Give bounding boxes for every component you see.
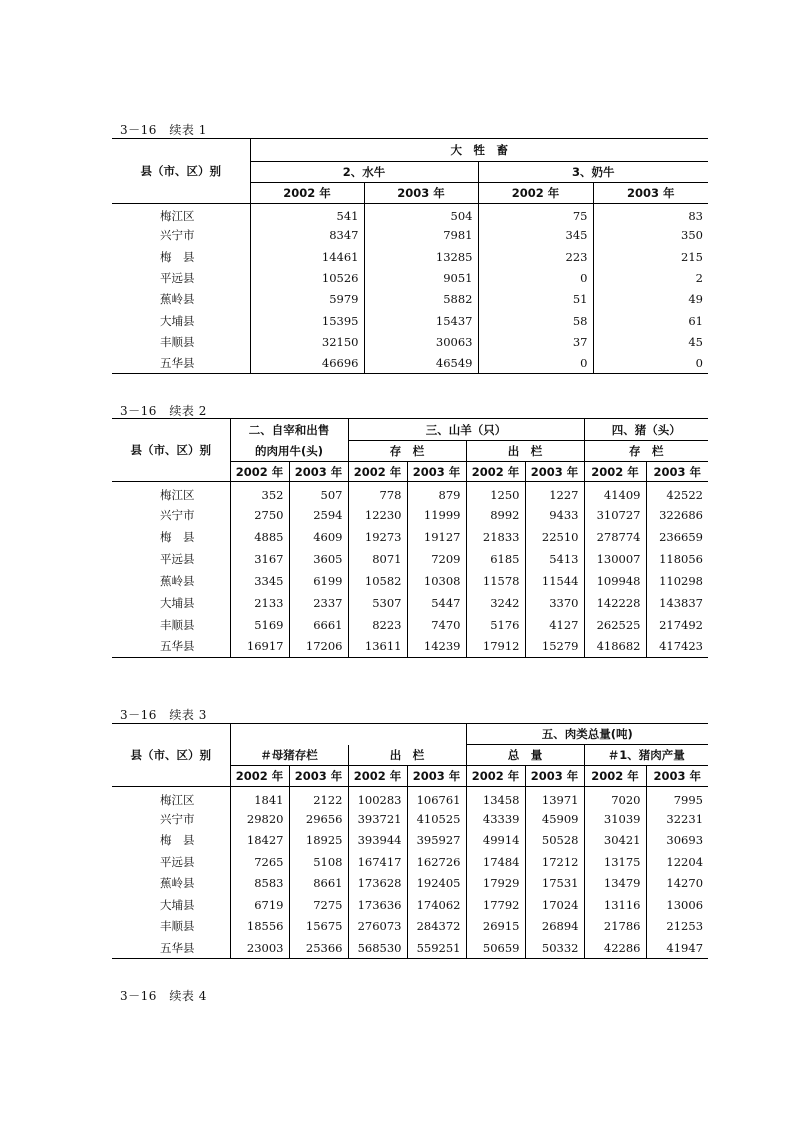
table-cell: 31039 [584, 808, 646, 830]
table3 [112, 723, 708, 959]
year-header: 2003 年 [289, 462, 348, 482]
table-cell: 8661 [289, 873, 348, 895]
table-cell: 5169 [230, 614, 289, 636]
table-cell: 2337 [289, 592, 348, 614]
table-cell: 1227 [525, 482, 584, 504]
year-header: 2003 年 [407, 462, 466, 482]
table-cell: 16917 [230, 636, 289, 658]
table-cell: 13116 [584, 894, 646, 916]
col-header-pork: ＃1、猪肉产量 [584, 745, 708, 766]
table-cell: 42522 [646, 482, 708, 504]
table-cell: 14461 [250, 246, 364, 267]
table-cell: 17484 [466, 851, 525, 873]
table-cell: 8071 [348, 548, 407, 570]
region-name: 蕉岭县 [160, 292, 195, 307]
col-header-out: 出 栏 [348, 745, 466, 766]
table-cell: 22510 [525, 526, 584, 548]
year-header: 2002 年 [348, 766, 407, 787]
table-cell: 0 [478, 353, 593, 374]
table-cell: 7995 [646, 787, 708, 809]
table-cell: 17912 [466, 636, 525, 658]
table-cell: 12230 [348, 504, 407, 526]
table-cell: 7209 [407, 548, 466, 570]
region-name: 大埔县 [160, 313, 195, 328]
table-cell: 19273 [348, 526, 407, 548]
year-header: 2003 年 [289, 766, 348, 787]
region-header: 县（市、区）别 [112, 139, 250, 204]
table-cell: 50659 [466, 937, 525, 959]
table1 [112, 138, 708, 374]
table-cell: 9433 [525, 504, 584, 526]
table-row [112, 636, 708, 658]
table-cell: 174062 [407, 894, 466, 916]
region-name: 丰顺县 [160, 334, 195, 349]
region-name: 平远县 [160, 854, 195, 869]
region-name: 梅 县 [160, 529, 195, 544]
table2-caption: 3－16 续表 2 [120, 404, 207, 418]
table-cell: 46549 [364, 353, 478, 374]
table-cell: 507 [289, 482, 348, 504]
col-header-beef-cattle: 二、自宰和出售 [230, 419, 348, 441]
table-cell: 6719 [230, 894, 289, 916]
table-cell: 8583 [230, 873, 289, 895]
table-cell: 6185 [466, 548, 525, 570]
table-row [112, 526, 708, 548]
table-cell: 417423 [646, 636, 708, 658]
table-cell: 3242 [466, 592, 525, 614]
table-cell: 83 [593, 204, 708, 225]
table-cell: 50332 [525, 937, 584, 959]
year-header: 2003 年 [364, 183, 478, 204]
region-name: 兴宁市 [160, 811, 195, 826]
region-name: 蕉岭县 [160, 573, 195, 588]
year-header: 2003 年 [407, 766, 466, 787]
table-cell: 173636 [348, 894, 407, 916]
table-cell: 143837 [646, 592, 708, 614]
region-name: 蕉岭县 [160, 876, 195, 891]
table-cell: 284372 [407, 916, 466, 938]
table-cell: 276073 [348, 916, 407, 938]
table-cell: 10308 [407, 570, 466, 592]
table-cell: 7981 [364, 225, 478, 246]
table-cell: 13458 [466, 787, 525, 809]
table-row [112, 204, 708, 225]
table-row [112, 808, 708, 830]
table-cell: 8992 [466, 504, 525, 526]
table-cell: 6199 [289, 570, 348, 592]
table-cell: 30421 [584, 830, 646, 852]
table-cell: 17531 [525, 873, 584, 895]
year-header: 2003 年 [525, 766, 584, 787]
col-header-pig-stock: 存 栏 [584, 441, 708, 462]
table-cell: 32150 [250, 331, 364, 352]
table-cell: 5176 [466, 614, 525, 636]
table-cell: 21253 [646, 916, 708, 938]
table-cell: 2133 [230, 592, 289, 614]
table-cell: 17929 [466, 873, 525, 895]
table-row [112, 894, 708, 916]
table-row [112, 504, 708, 526]
table-cell: 32231 [646, 808, 708, 830]
year-header: 2003 年 [593, 183, 708, 204]
table3-caption: 3－16 续表 3 [120, 708, 207, 722]
table-cell: 3345 [230, 570, 289, 592]
table-cell: 12204 [646, 851, 708, 873]
table-cell: 6661 [289, 614, 348, 636]
group-header: 大 牲 畜 [250, 139, 708, 162]
table-cell: 41947 [646, 937, 708, 959]
table-row [112, 267, 708, 288]
table-cell: 1250 [466, 482, 525, 504]
region-name: 兴宁市 [160, 228, 195, 243]
table-cell: 14239 [407, 636, 466, 658]
table-cell: 4609 [289, 526, 348, 548]
table-cell: 46696 [250, 353, 364, 374]
region-name: 梅江区 [160, 487, 195, 502]
table-row [112, 482, 708, 504]
table-cell: 2750 [230, 504, 289, 526]
table-cell: 395927 [407, 830, 466, 852]
table-cell: 8347 [250, 225, 364, 246]
table-cell: 5979 [250, 289, 364, 310]
table-cell: 5413 [525, 548, 584, 570]
table-cell: 13285 [364, 246, 478, 267]
table-row [112, 787, 708, 809]
table-cell: 17206 [289, 636, 348, 658]
table-cell: 162726 [407, 851, 466, 873]
table-cell: 4885 [230, 526, 289, 548]
year-header: 2003 年 [525, 462, 584, 482]
year-header: 2003 年 [646, 766, 708, 787]
table-cell: 352 [230, 482, 289, 504]
table-row [112, 246, 708, 267]
table-cell: 37 [478, 331, 593, 352]
table-row [112, 331, 708, 352]
table-cell: 29820 [230, 808, 289, 830]
table-cell: 7470 [407, 614, 466, 636]
table-cell: 192405 [407, 873, 466, 895]
table-cell: 10526 [250, 267, 364, 288]
year-header: 2002 年 [250, 183, 364, 204]
col-header-goat-out: 出 栏 [466, 441, 584, 462]
table-cell: 504 [364, 204, 478, 225]
table-cell: 51 [478, 289, 593, 310]
region-name: 平远县 [160, 551, 195, 566]
table-cell: 5108 [289, 851, 348, 873]
table-cell: 217492 [646, 614, 708, 636]
col-header-buffalo: 2、水牛 [250, 162, 478, 183]
table-cell: 45 [593, 331, 708, 352]
table-cell: 9051 [364, 267, 478, 288]
table-row [112, 916, 708, 938]
table-cell: 75 [478, 204, 593, 225]
table-cell: 17024 [525, 894, 584, 916]
table-cell: 42286 [584, 937, 646, 959]
table-cell: 3370 [525, 592, 584, 614]
table-cell: 29656 [289, 808, 348, 830]
region-name: 平远县 [160, 271, 195, 286]
table-cell: 18925 [289, 830, 348, 852]
table-cell: 109948 [584, 570, 646, 592]
region-header: 县（市、区）别 [112, 724, 230, 787]
table-row [112, 225, 708, 246]
table-cell: 13611 [348, 636, 407, 658]
table-cell: 778 [348, 482, 407, 504]
table-cell: 17792 [466, 894, 525, 916]
table-cell: 350 [593, 225, 708, 246]
table-cell: 8223 [348, 614, 407, 636]
col-header-goat-stock: 存 栏 [348, 441, 466, 462]
table-cell: 236659 [646, 526, 708, 548]
table-row [112, 548, 708, 570]
year-header: 2002 年 [230, 766, 289, 787]
region-name: 梅 县 [160, 249, 195, 264]
table-cell: 5882 [364, 289, 478, 310]
table-cell: 5447 [407, 592, 466, 614]
table-cell: 118056 [646, 548, 708, 570]
col-header-goat: 三、山羊（只） [348, 419, 584, 441]
table-cell: 2122 [289, 787, 348, 809]
table-cell: 110298 [646, 570, 708, 592]
table-cell: 410525 [407, 808, 466, 830]
year-header: 2002 年 [478, 183, 593, 204]
table-cell: 50528 [525, 830, 584, 852]
table-cell: 278774 [584, 526, 646, 548]
table-cell: 393721 [348, 808, 407, 830]
table-row [112, 592, 708, 614]
table4-caption: 3－16 续表 4 [120, 989, 207, 1003]
col-header-dairy-cow: 3、奶牛 [478, 162, 708, 183]
year-header: 2003 年 [646, 462, 708, 482]
table-cell: 106761 [407, 787, 466, 809]
col-header-beef-cattle-unit: 的肉用牛(头) [230, 441, 348, 462]
table-cell: 7265 [230, 851, 289, 873]
table-row [112, 873, 708, 895]
region-name: 丰顺县 [160, 617, 195, 632]
region-name: 五华县 [112, 937, 230, 959]
table-cell: 18556 [230, 916, 289, 938]
table-cell: 1841 [230, 787, 289, 809]
region-name: 梅江区 [160, 209, 195, 224]
table-row [112, 570, 708, 592]
year-header: 2002 年 [584, 462, 646, 482]
table-cell: 0 [478, 267, 593, 288]
table-cell: 21786 [584, 916, 646, 938]
year-header: 2002 年 [466, 766, 525, 787]
table-cell: 2 [593, 267, 708, 288]
table-cell: 167417 [348, 851, 407, 873]
table-cell: 7020 [584, 787, 646, 809]
table-cell: 418682 [584, 636, 646, 658]
table-cell: 25366 [289, 937, 348, 959]
table-cell: 17212 [525, 851, 584, 873]
table-cell: 23003 [230, 937, 289, 959]
table-cell: 49 [593, 289, 708, 310]
table-cell: 173628 [348, 873, 407, 895]
table-cell: 26915 [466, 916, 525, 938]
region-name: 五华县 [112, 636, 230, 658]
region-name: 兴宁市 [160, 507, 195, 522]
table-cell: 14270 [646, 873, 708, 895]
region-header: 县（市、区）别 [112, 419, 230, 482]
table-cell: 45909 [525, 808, 584, 830]
table-row [112, 851, 708, 873]
table-cell: 3167 [230, 548, 289, 570]
table-cell: 215 [593, 246, 708, 267]
table-cell: 13971 [525, 787, 584, 809]
table-cell: 100283 [348, 787, 407, 809]
table-cell: 43339 [466, 808, 525, 830]
table-cell: 30063 [364, 331, 478, 352]
table-cell: 2594 [289, 504, 348, 526]
col-header-meat-total: 五、肉类总量(吨) [466, 724, 708, 745]
table-cell: 3605 [289, 548, 348, 570]
year-header: 2002 年 [230, 462, 289, 482]
table-cell: 130007 [584, 548, 646, 570]
table-cell: 11578 [466, 570, 525, 592]
table-row [112, 353, 708, 374]
table-cell: 559251 [407, 937, 466, 959]
region-name: 丰顺县 [160, 919, 195, 934]
table-row [112, 289, 708, 310]
table-cell: 21833 [466, 526, 525, 548]
table-row [112, 310, 708, 331]
table-cell: 58 [478, 310, 593, 331]
table-row [112, 830, 708, 852]
table-cell: 5307 [348, 592, 407, 614]
region-name: 梅江区 [160, 792, 195, 807]
table-cell: 310727 [584, 504, 646, 526]
col-header-pig: 四、猪（头） [584, 419, 708, 441]
table-cell: 30693 [646, 830, 708, 852]
table-cell: 15675 [289, 916, 348, 938]
region-name: 大埔县 [160, 897, 195, 912]
table-cell: 13479 [584, 873, 646, 895]
table-cell: 879 [407, 482, 466, 504]
table-cell: 61 [593, 310, 708, 331]
table-cell: 13006 [646, 894, 708, 916]
table-cell: 13175 [584, 851, 646, 873]
table-cell: 541 [250, 204, 364, 225]
table-cell: 41409 [584, 482, 646, 504]
table-cell: 262525 [584, 614, 646, 636]
table-cell: 15437 [364, 310, 478, 331]
table-cell: 345 [478, 225, 593, 246]
table-cell: 0 [593, 353, 708, 374]
table-cell: 15279 [525, 636, 584, 658]
table-cell: 7275 [289, 894, 348, 916]
table-cell: 223 [478, 246, 593, 267]
region-name: 梅 县 [160, 833, 195, 848]
table-cell: 26894 [525, 916, 584, 938]
region-name: 五华县 [112, 353, 250, 374]
col-header-total: 总 量 [466, 745, 584, 766]
table-cell: 11999 [407, 504, 466, 526]
table-row [112, 937, 708, 959]
table-cell: 393944 [348, 830, 407, 852]
year-header: 2002 年 [584, 766, 646, 787]
table-cell: 10582 [348, 570, 407, 592]
table-row [112, 614, 708, 636]
year-header: 2002 年 [466, 462, 525, 482]
region-name: 大埔县 [160, 595, 195, 610]
col-header-sow-stock: ＃母猪存栏 [230, 745, 348, 766]
table-cell: 15395 [250, 310, 364, 331]
table-cell: 19127 [407, 526, 466, 548]
table-cell: 11544 [525, 570, 584, 592]
table-cell: 568530 [348, 937, 407, 959]
table-cell: 18427 [230, 830, 289, 852]
table-cell: 142228 [584, 592, 646, 614]
table-cell: 4127 [525, 614, 584, 636]
table2 [112, 418, 708, 658]
table1-caption: 3－16 续表 1 [120, 123, 207, 137]
table-cell: 322686 [646, 504, 708, 526]
year-header: 2002 年 [348, 462, 407, 482]
table-cell: 49914 [466, 830, 525, 852]
